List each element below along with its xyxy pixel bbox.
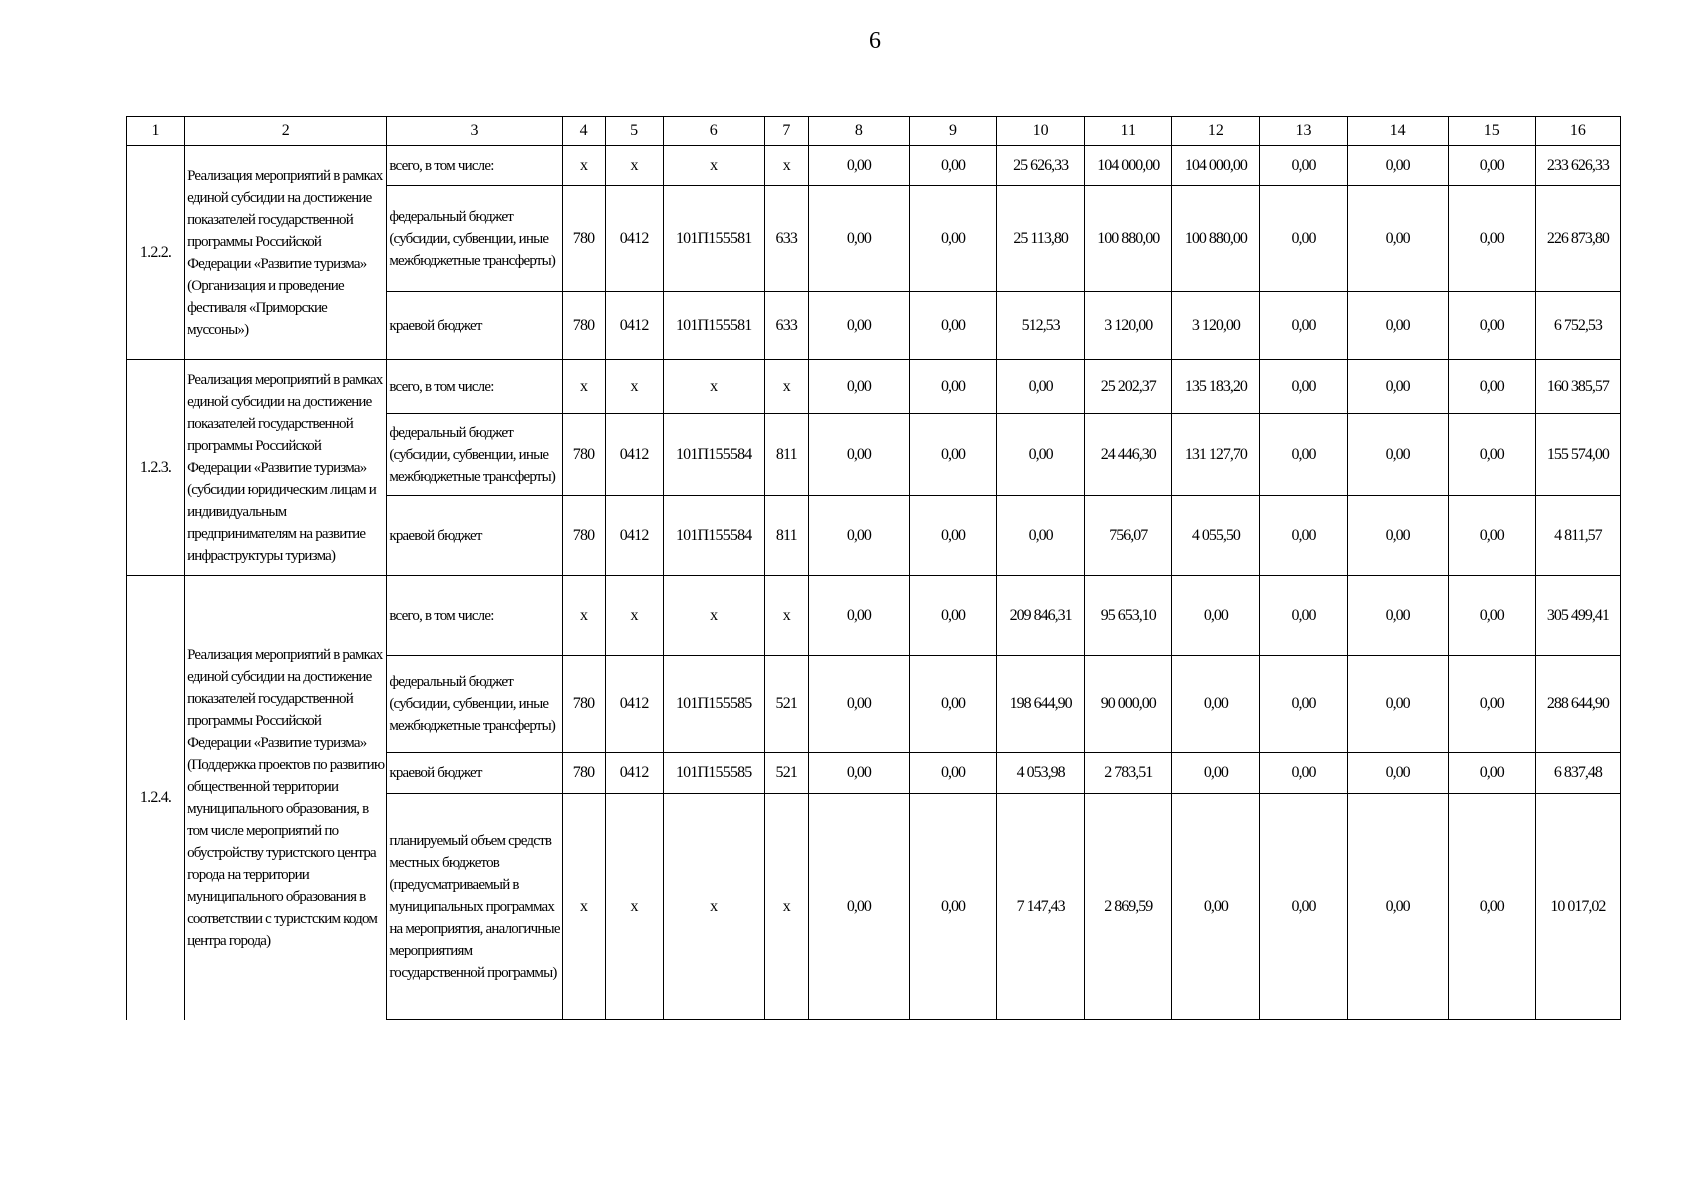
item-total-row — [127, 360, 1621, 414]
section-code: x — [605, 146, 663, 186]
ministry-code: x — [562, 146, 605, 186]
year-amount: 0,00 — [909, 496, 996, 576]
column-header: 14 — [1347, 117, 1448, 146]
total-amount: 10 017,02 — [1535, 794, 1620, 1020]
funding-source: всего, в том числе: — [387, 576, 562, 656]
year-amount: 198 644,90 — [997, 656, 1085, 753]
column-header: 12 — [1172, 117, 1260, 146]
year-amount: 7 147,43 — [997, 794, 1085, 1020]
expense-type-code: 633 — [764, 292, 808, 360]
column-header: 6 — [663, 117, 764, 146]
item-name: Реализация мероприятий в рамках единой субсидии на достижение показателей государственной программы Российской Федерации «Развитие туризма» (Организация и проведение фестиваля «Приморские муссоны») — [185, 146, 387, 360]
target-article-code: x — [663, 794, 764, 1020]
year-amount: 0,00 — [1347, 656, 1448, 753]
year-amount: 0,00 — [1347, 496, 1448, 576]
ministry-code: 780 — [562, 414, 605, 496]
funding-source: планируемый объем средств местных бюджетов (предусматриваемый в муниципальных программах на мероприятия, аналогичные мероприятиям государственной программы) — [387, 794, 562, 1020]
item-name: Реализация мероприятий в рамках единой субсидии на достижение показателей государственной программы Российской Федерации «Развитие туризма» (субсидии юридическим лицам и индивидуальным предпринимателям на развитие инфраструктуры туризма) — [185, 360, 387, 576]
year-amount: 0,00 — [1347, 753, 1448, 794]
column-header: 3 — [387, 117, 562, 146]
year-amount: 0,00 — [909, 576, 996, 656]
ministry-code: x — [562, 794, 605, 1020]
year-amount: 0,00 — [808, 360, 909, 414]
year-amount: 0,00 — [1448, 794, 1535, 1020]
year-amount: 0,00 — [1448, 360, 1535, 414]
year-amount: 0,00 — [1260, 496, 1347, 576]
year-amount: 0,00 — [909, 146, 996, 186]
year-amount: 0,00 — [1260, 292, 1347, 360]
total-amount: 155 574,00 — [1535, 414, 1620, 496]
year-amount: 0,00 — [1260, 794, 1347, 1020]
year-amount: 0,00 — [909, 753, 996, 794]
expense-type-code: x — [764, 360, 808, 414]
ministry-code: 780 — [562, 753, 605, 794]
section-code: 0412 — [605, 496, 663, 576]
funding-source: федеральный бюджет (субсидии, субвенции, иные межбюджетные трансферты) — [387, 414, 562, 496]
funding-source: краевой бюджет — [387, 292, 562, 360]
funding-source: краевой бюджет — [387, 496, 562, 576]
year-amount: 0,00 — [808, 656, 909, 753]
year-amount: 0,00 — [1260, 576, 1347, 656]
year-amount: 0,00 — [997, 414, 1085, 496]
year-amount: 0,00 — [1260, 753, 1347, 794]
year-amount: 3 120,00 — [1172, 292, 1260, 360]
funding-source: краевой бюджет — [387, 753, 562, 794]
total-amount: 160 385,57 — [1535, 360, 1620, 414]
year-amount: 0,00 — [909, 186, 996, 292]
year-amount: 0,00 — [1448, 146, 1535, 186]
year-amount: 0,00 — [1347, 794, 1448, 1020]
year-amount: 0,00 — [1347, 186, 1448, 292]
item-name: Реализация мероприятий в рамках единой субсидии на достижение показателей государственной программы Российской Федерации «Развитие туризма» (Поддержка проектов по развитию общественной территории муниципального образования, в том числе мероприятий по обустройству туристского центра города на территории муниципального образования в соответствии с туристским кодом центра города) — [185, 576, 387, 1020]
total-amount: 6 837,48 — [1535, 753, 1620, 794]
section-code: 0412 — [605, 656, 663, 753]
target-article-code: 101П155584 — [663, 414, 764, 496]
ministry-code: 780 — [562, 292, 605, 360]
year-amount: 0,00 — [909, 656, 996, 753]
funding-source: федеральный бюджет (субсидии, субвенции, иные межбюджетные трансферты) — [387, 656, 562, 753]
year-amount: 0,00 — [1347, 360, 1448, 414]
year-amount: 24 446,30 — [1085, 414, 1172, 496]
year-amount: 0,00 — [1448, 576, 1535, 656]
year-amount: 0,00 — [997, 496, 1085, 576]
year-amount: 0,00 — [1172, 656, 1260, 753]
item-number: 1.2.3. — [127, 360, 185, 576]
year-amount: 0,00 — [808, 186, 909, 292]
year-amount: 0,00 — [1347, 576, 1448, 656]
table-body — [127, 117, 1621, 1020]
funding-source: всего, в том числе: — [387, 146, 562, 186]
column-header: 15 — [1448, 117, 1535, 146]
total-amount: 6 752,53 — [1535, 292, 1620, 360]
year-amount: 100 880,00 — [1172, 186, 1260, 292]
target-article-code: x — [663, 146, 764, 186]
total-amount: 233 626,33 — [1535, 146, 1620, 186]
year-amount: 0,00 — [1448, 414, 1535, 496]
ministry-code: x — [562, 360, 605, 414]
year-amount: 0,00 — [1260, 656, 1347, 753]
year-amount: 95 653,10 — [1085, 576, 1172, 656]
year-amount: 0,00 — [1347, 146, 1448, 186]
year-amount: 4 055,50 — [1172, 496, 1260, 576]
column-header: 7 — [764, 117, 808, 146]
target-article-code: 101П155585 — [663, 656, 764, 753]
year-amount: 0,00 — [909, 794, 996, 1020]
column-header: 11 — [1085, 117, 1172, 146]
year-amount: 0,00 — [997, 360, 1085, 414]
year-amount: 0,00 — [1260, 186, 1347, 292]
year-amount: 135 183,20 — [1172, 360, 1260, 414]
target-article-code: 101П155581 — [663, 292, 764, 360]
column-header: 2 — [185, 117, 387, 146]
funding-source: федеральный бюджет (субсидии, субвенции, иные межбюджетные трансферты) — [387, 186, 562, 292]
year-amount: 131 127,70 — [1172, 414, 1260, 496]
section-code: 0412 — [605, 753, 663, 794]
budget-table — [126, 116, 1621, 1020]
year-amount: 100 880,00 — [1085, 186, 1172, 292]
ministry-code: 780 — [562, 496, 605, 576]
target-article-code: 101П155581 — [663, 186, 764, 292]
year-amount: 756,07 — [1085, 496, 1172, 576]
year-amount: 0,00 — [1260, 146, 1347, 186]
column-header: 4 — [562, 117, 605, 146]
column-header: 16 — [1535, 117, 1620, 146]
ministry-code: 780 — [562, 186, 605, 292]
target-article-code: 101П155585 — [663, 753, 764, 794]
expense-type-code: x — [764, 576, 808, 656]
total-amount: 288 644,90 — [1535, 656, 1620, 753]
year-amount: 0,00 — [1260, 414, 1347, 496]
year-amount: 0,00 — [808, 753, 909, 794]
year-amount: 0,00 — [909, 360, 996, 414]
year-amount: 0,00 — [808, 576, 909, 656]
year-amount: 0,00 — [808, 146, 909, 186]
year-amount: 4 053,98 — [997, 753, 1085, 794]
year-amount: 25 626,33 — [997, 146, 1085, 186]
year-amount: 0,00 — [1448, 753, 1535, 794]
year-amount: 0,00 — [1347, 292, 1448, 360]
expense-type-code: x — [764, 794, 808, 1020]
page-number: 6 — [869, 28, 881, 54]
expense-type-code: 521 — [764, 753, 808, 794]
year-amount: 0,00 — [808, 496, 909, 576]
expense-type-code: 811 — [764, 496, 808, 576]
section-code: 0412 — [605, 186, 663, 292]
item-total-row — [127, 146, 1621, 186]
year-amount: 0,00 — [808, 414, 909, 496]
column-header: 10 — [997, 117, 1085, 146]
ministry-code: 780 — [562, 656, 605, 753]
year-amount: 25 202,37 — [1085, 360, 1172, 414]
section-code: 0412 — [605, 292, 663, 360]
year-amount: 104 000,00 — [1172, 146, 1260, 186]
column-header: 1 — [127, 117, 185, 146]
item-number: 1.2.2. — [127, 146, 185, 360]
year-amount: 104 000,00 — [1085, 146, 1172, 186]
year-amount: 0,00 — [1347, 414, 1448, 496]
total-amount: 226 873,80 — [1535, 186, 1620, 292]
expense-type-code: x — [764, 146, 808, 186]
section-code: x — [605, 794, 663, 1020]
expense-type-code: 811 — [764, 414, 808, 496]
section-code: x — [605, 360, 663, 414]
year-amount: 0,00 — [1172, 753, 1260, 794]
total-amount: 4 811,57 — [1535, 496, 1620, 576]
year-amount: 0,00 — [808, 292, 909, 360]
year-amount: 2 783,51 — [1085, 753, 1172, 794]
target-article-code: x — [663, 360, 764, 414]
section-code: 0412 — [605, 414, 663, 496]
year-amount: 0,00 — [1260, 360, 1347, 414]
total-amount: 305 499,41 — [1535, 576, 1620, 656]
column-header: 9 — [909, 117, 996, 146]
year-amount: 209 846,31 — [997, 576, 1085, 656]
year-amount: 0,00 — [1172, 576, 1260, 656]
year-amount: 90 000,00 — [1085, 656, 1172, 753]
expense-type-code: 633 — [764, 186, 808, 292]
year-amount: 0,00 — [808, 794, 909, 1020]
year-amount: 0,00 — [1448, 496, 1535, 576]
item-number: 1.2.4. — [127, 576, 185, 1020]
year-amount: 0,00 — [1172, 794, 1260, 1020]
column-header: 8 — [808, 117, 909, 146]
ministry-code: x — [562, 576, 605, 656]
year-amount: 25 113,80 — [997, 186, 1085, 292]
target-article-code: 101П155584 — [663, 496, 764, 576]
year-amount: 2 869,59 — [1085, 794, 1172, 1020]
funding-source: всего, в том числе: — [387, 360, 562, 414]
year-amount: 0,00 — [1448, 292, 1535, 360]
column-header: 13 — [1260, 117, 1347, 146]
year-amount: 3 120,00 — [1085, 292, 1172, 360]
year-amount: 0,00 — [1448, 186, 1535, 292]
item-total-row — [127, 576, 1621, 656]
year-amount: 0,00 — [1448, 656, 1535, 753]
column-header: 5 — [605, 117, 663, 146]
expense-type-code: 521 — [764, 656, 808, 753]
target-article-code: x — [663, 576, 764, 656]
column-number-header-row — [127, 117, 1621, 146]
year-amount: 512,53 — [997, 292, 1085, 360]
year-amount: 0,00 — [909, 414, 996, 496]
year-amount: 0,00 — [909, 292, 996, 360]
section-code: x — [605, 576, 663, 656]
